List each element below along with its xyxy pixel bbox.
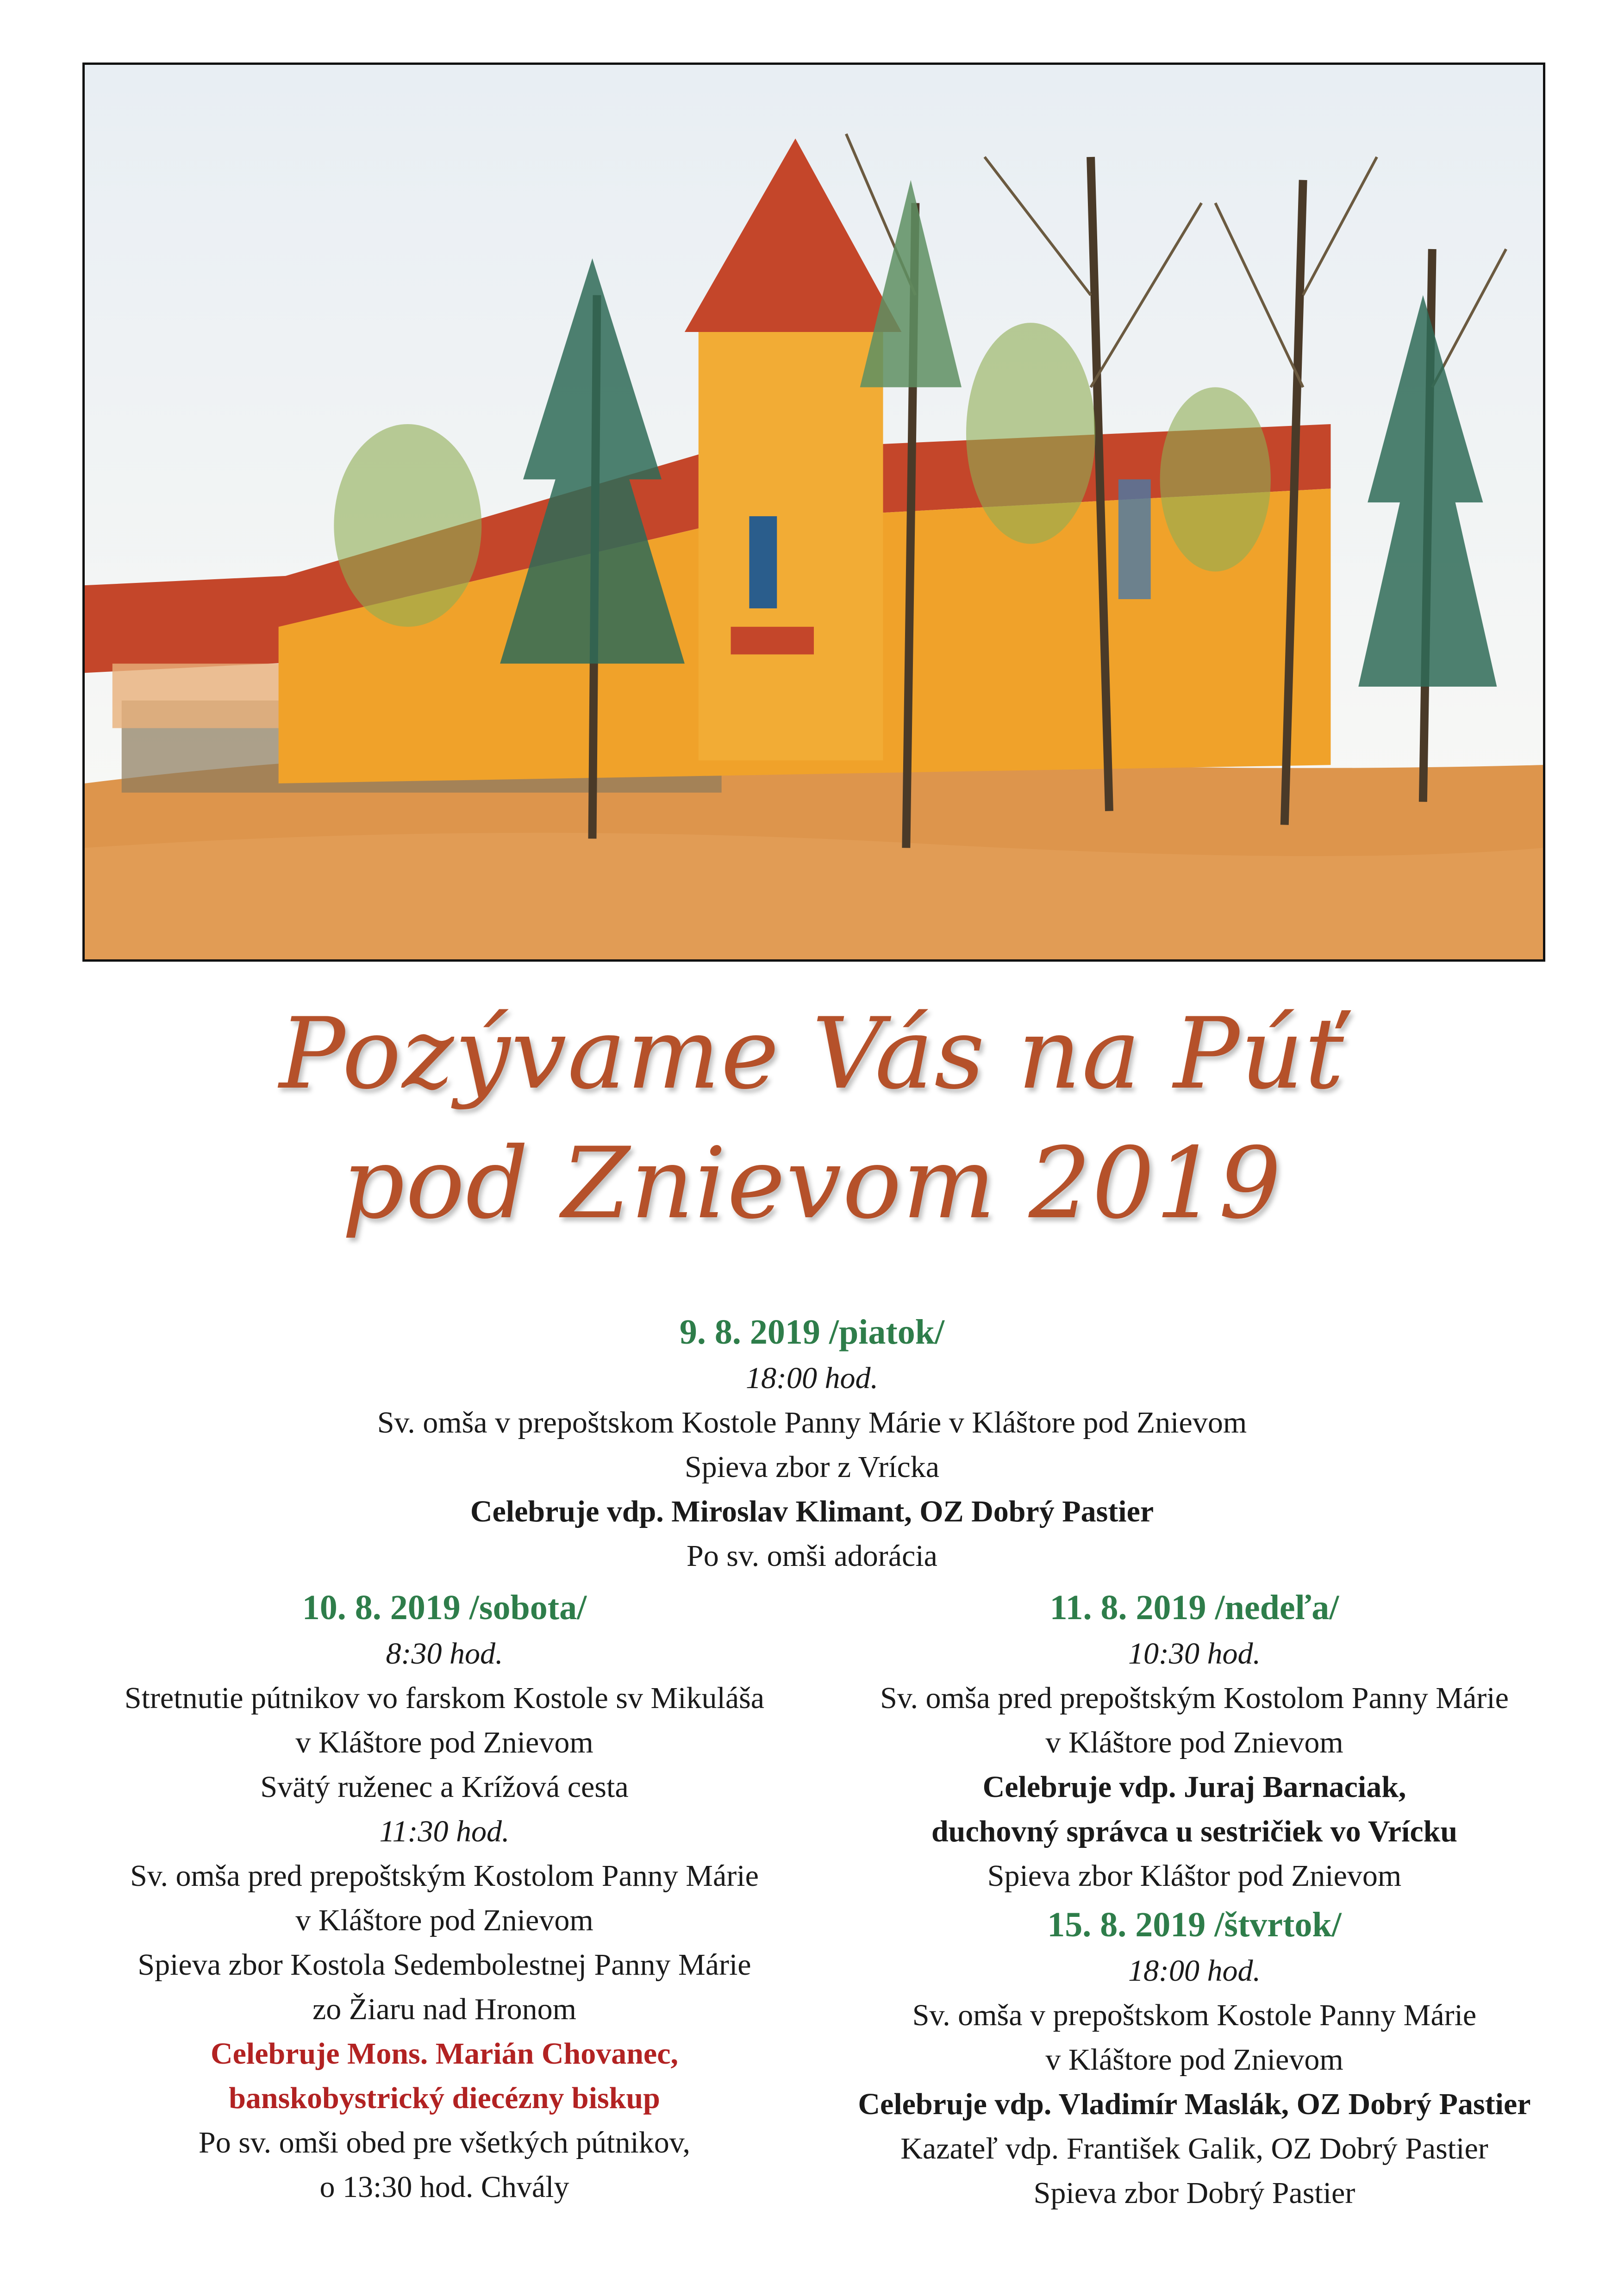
event-celebrant: Celebruje vdp. Miroslav Klimant, OZ Dobrý Pastier bbox=[470, 1495, 1154, 1528]
nave-window bbox=[1118, 479, 1151, 599]
event-line: Sv. omša v prepoštskom Kostole Panny Márie v Kláštore pod Znievom bbox=[377, 1406, 1247, 1439]
event-line: v Kláštore pod Znievom bbox=[295, 1903, 593, 1937]
event-celebrant-title: banskobystrický diecézny biskup bbox=[229, 2081, 660, 2115]
event-line: Spieva zbor Kostola Sedembolestnej Panny Márie bbox=[137, 1948, 751, 1982]
event-line: v Kláštore pod Znievom bbox=[1045, 1726, 1343, 1759]
title-line-1: Pozývame Vás na Púť bbox=[279, 996, 1345, 1111]
event-date: 9. 8. 2019 /piatok/ bbox=[679, 1313, 945, 1352]
event-date: 11. 8. 2019 /nedeľa/ bbox=[1049, 1588, 1339, 1627]
event-line: Po sv. omši obed pre všetkých pútnikov, bbox=[198, 2126, 691, 2159]
event-time: 18:00 hod. bbox=[1128, 1954, 1261, 1988]
event-thursday bbox=[815, 1901, 1574, 2215]
church-painting-svg bbox=[85, 65, 1543, 959]
church-tower bbox=[699, 323, 883, 760]
event-line: Sv. omša pred prepoštským Kostolom Panny Márie bbox=[880, 1681, 1509, 1715]
event-line: v Kláštore pod Znievom bbox=[1045, 2043, 1343, 2077]
event-celebrant-title: duchovný správca u sestričiek vo Vrícku bbox=[931, 1815, 1458, 1848]
entrance-roof bbox=[731, 627, 814, 655]
event-time: 18:00 hod. bbox=[746, 1361, 878, 1395]
event-line: Sv. omša pred prepoštským Kostolom Panny Márie bbox=[130, 1859, 759, 1893]
event-date: 10. 8. 2019 /sobota/ bbox=[302, 1588, 587, 1627]
tower-window bbox=[749, 516, 777, 608]
event-time: 11:30 hod. bbox=[379, 1815, 510, 1848]
title-line-2: pod Znievom 2019 bbox=[342, 1126, 1282, 1240]
event-line: Sv. omša v prepoštskom Kostole Panny Márie bbox=[912, 1998, 1477, 2032]
event-line: zo Žiaru nad Hronom bbox=[312, 1992, 576, 2026]
event-line: Kazateľ vdp. František Galik, OZ Dobrý Pastier bbox=[900, 2132, 1488, 2165]
event-line: Spieva zbor Dobrý Pastier bbox=[1033, 2176, 1355, 2210]
event-line: v Kláštore pod Znievom bbox=[295, 1726, 593, 1759]
event-line: Stretnutie pútnikov vo farskom Kostole sv Mikuláša bbox=[124, 1681, 765, 1715]
event-line: Po sv. omši adorácia bbox=[687, 1539, 937, 1573]
event-date: 15. 8. 2019 /štvrtok/ bbox=[1047, 1905, 1342, 1944]
event-line: Svätý ruženec a Krížová cesta bbox=[260, 1770, 629, 1804]
event-celebrant: Celebruje vdp. Juraj Barnaciak, bbox=[982, 1770, 1406, 1804]
event-celebrant: Celebruje Mons. Marián Chovanec, bbox=[210, 2037, 679, 2071]
event-celebrant: Celebruje vdp. Vladimír Maslák, OZ Dobrý Pastier bbox=[858, 2087, 1531, 2121]
event-line: Spieva zbor Kláštor pod Znievom bbox=[987, 1859, 1402, 1893]
event-friday bbox=[0, 1308, 1624, 1578]
event-line: Spieva zbor z Vrícka bbox=[684, 1450, 940, 1484]
event-saturday bbox=[51, 1583, 838, 2209]
event-sunday bbox=[815, 1583, 1574, 1898]
event-line: o 13:30 hod. Chvály bbox=[319, 2170, 569, 2204]
event-time: 8:30 hod. bbox=[386, 1637, 503, 1671]
church-painting bbox=[82, 63, 1545, 962]
event-time: 10:30 hod. bbox=[1128, 1637, 1261, 1671]
